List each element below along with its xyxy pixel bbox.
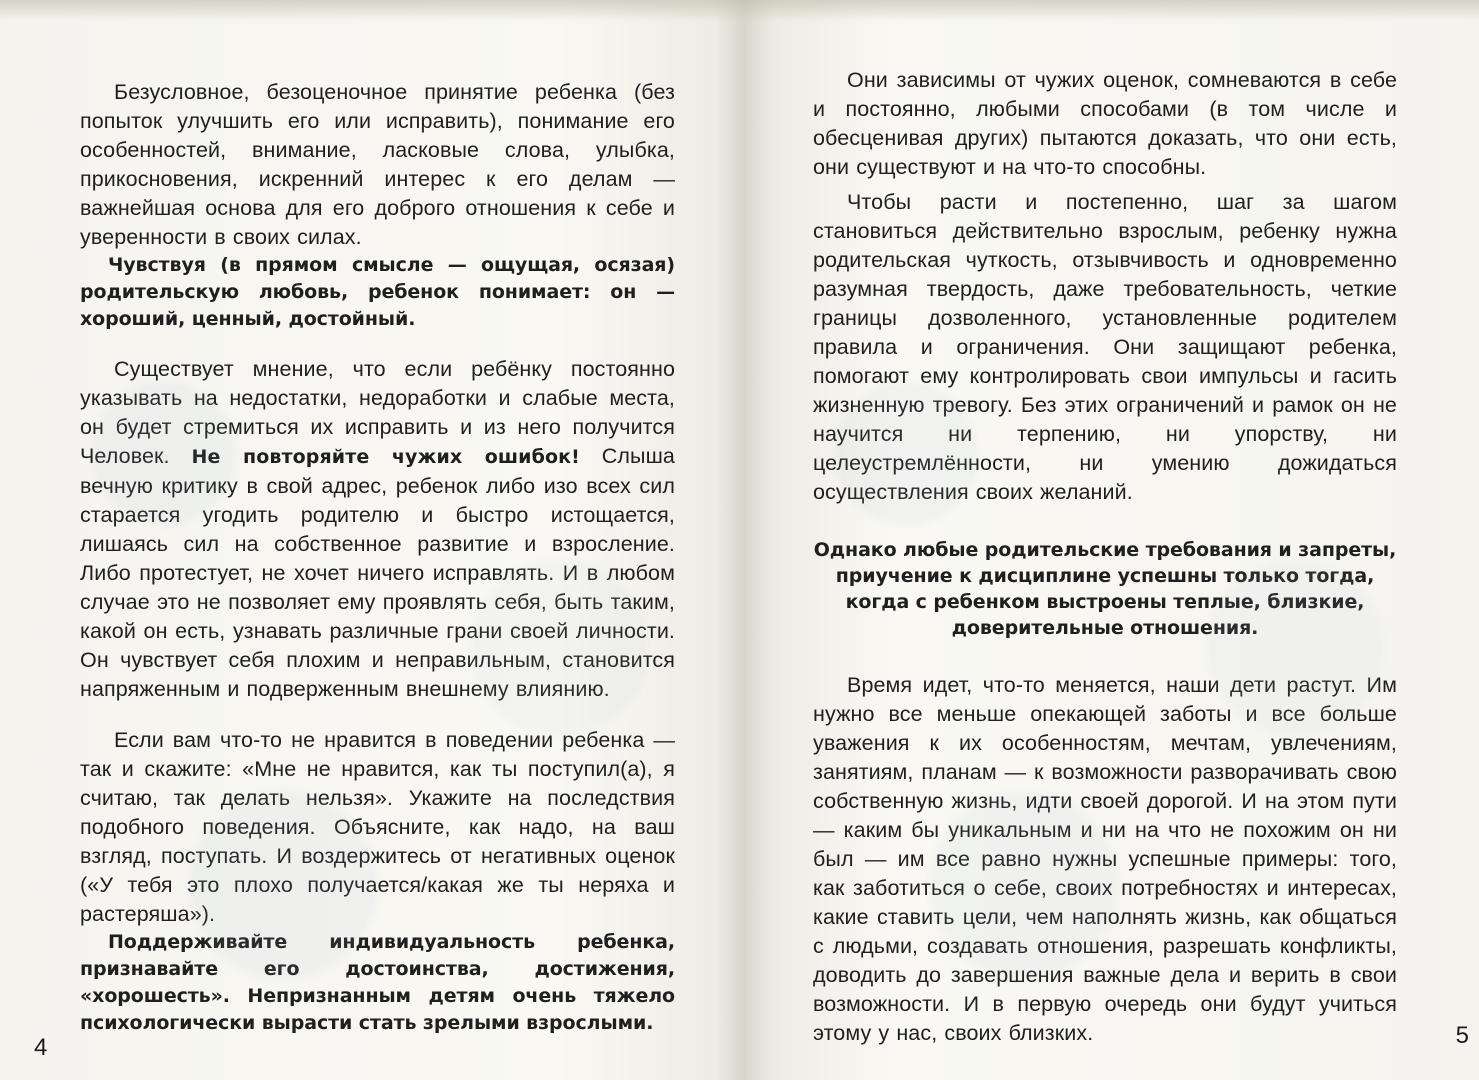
right-paragraph-2: Чтобы расти и постепенно, шаг за шагом становиться действительно взрослым, ребенку нужна родительская чуткость, отзывчивость и одновременно разумная твердость, даже требовательность, четкие границы дозволенного, установленные родителем правила и ограничения. Они защищают ребенка, помогают ему контролировать свои импульсы и гасить жизненную тревогу. Без этих ограничений и рамок он не научится ни терпению, ни упорству, ни целеустремлённости, ни умению дожидаться осуществления своих желаний. [813, 190, 1397, 504]
right-callout: Однако любые родительские требования и запреты, приучение к дисциплине успешны только тогда, когда с ребенком выстроены теплые, близкие, доверительные отношения. [813, 539, 1397, 639]
left-paragraph-2-part-1: Существует мнение, что если ребёнку постоянно указывать на недостатки, недоработки и слабые места, он будет стремиться их исправить и из него получится Человек. [80, 357, 675, 468]
left-callout-1: Чувствуя (в прямом смысле — ощущая, осязая) родительскую любовь, ребенок понимает: он — хороший, ценный, достойный. [80, 254, 675, 330]
right-page [745, 0, 1479, 1080]
right-page-top-shadow [745, 0, 1479, 22]
right-paragraph-1: Они зависимы от чужих оценок, сомневаются в себе и постоянно, любыми способами (в том числе и обесценивая других) пытаются доказать, что они есть, они существуют и на что-то способны. [813, 68, 1397, 179]
left-callout-2: Поддерживайте индивидуальность ребенка, признавайте его достоинства, достижения, «хорошесть». Непризнанным детям очень тяжело психологически вырасти стать зрелыми взрослыми. [80, 931, 675, 1034]
left-paragraph-2-bold: Не повторяйте чужих ошибок! [191, 446, 580, 468]
page-number-right: 5 [1455, 1022, 1469, 1049]
left-paragraph-3: Если вам что-то не нравится в поведении ребенка — так и скажите: «Мне не нравится, как ты поступил(а), я считаю, так делать нельзя». Укажите на последствия подобного поведения. Объясните, как надо, на ваш взгляд, поступать. И воздержитесь от негативных оценок («У тебя это плохо получается/какая же ты неряха и растеряша»). [80, 728, 675, 926]
left-paragraph-2-part-2: Слыша вечную критику в свой адрес, ребенок либо изо всех сил старается угодить родителю и быстро истощается, лишаясь сил на собственное развитие и взросление. Либо протестует, не хочет ничего исправлять. И в любом случае это не позволяет ему проявлять себя, быть таким, какой он есть, узнавать различные грани своей личности. Он чувствует себя плохим и неправильным, становится напряженным и подверженным внешнему влиянию. [80, 444, 675, 701]
left-page-top-shadow [0, 0, 745, 22]
page-number-left: 4 [34, 1034, 48, 1061]
left-paragraph-1: Безусловное, безоценочное принятие ребенка (без попыток улучшить его или исправить), понимание его особенностей, внимание, ласковые слова, улыбка, прикосновения, искренний интерес к его делам — важнейшая основа для его доброго отношения к себе и уверенности в своих силах. [80, 80, 675, 249]
left-paragraph-2 [80, 355, 675, 704]
right-paragraph-3: Время идет, что-то меняется, наши дети растут. Им нужно все меньше опекающей заботы и все больше уважения к их особенностям, мечтам, увлечениям, занятиям, планам — к возможности разворачивать свою собственную жизнь, идти своей дорогой. И на этом пути — каким бы уникальным и ни на что не похожим он ни был — им все равно нужны успешные примеры: того, как заботиться о себе, своих потребностях и интересах, какие ставить цели, чем наполнять жизнь, как общаться с людьми, создавать отношения, разрешать конфликты, доводить до завершения важные дела и верить в свои возможности. И в первую очередь они будут учиться этому у нас, своих близких. [813, 673, 1397, 1045]
